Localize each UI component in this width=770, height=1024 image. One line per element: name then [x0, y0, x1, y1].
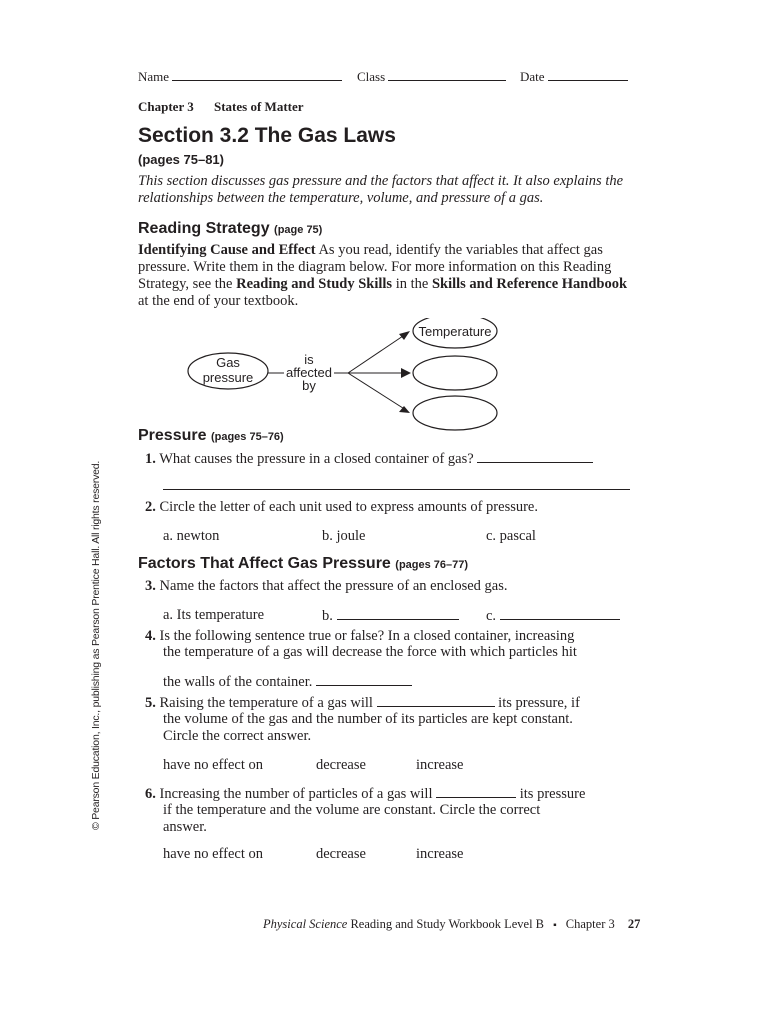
- q5-line-1b: its pressure, if: [498, 695, 580, 711]
- section-title: Section 3.2 The Gas Laws: [138, 124, 396, 147]
- q4-line-1: Is the following sentence true or false? In a closed container, increasing: [159, 628, 575, 644]
- strategy-text-1: As you read, identify the variables that affect gas pressure. Write them in the diagram below. For more information on this Reading Strategy, see the: [138, 242, 612, 292]
- pressure-title: Pressure: [138, 427, 207, 444]
- date-blank[interactable]: [548, 68, 628, 81]
- connector-label-1: is: [304, 352, 314, 367]
- class-blank[interactable]: [388, 68, 506, 81]
- q1-blank-1[interactable]: [477, 450, 593, 463]
- q6-option-no-effect[interactable]: have no effect on: [163, 846, 263, 862]
- footer-chapter: Chapter 3: [565, 917, 615, 931]
- connector-label-2: affected: [285, 365, 333, 380]
- question-6: [145, 785, 585, 803]
- q3-answer-c: [486, 607, 620, 625]
- q5-line-2: the volume of the gas and the number of its particles are kept constant.: [163, 711, 573, 727]
- q4-number: 4.: [145, 628, 156, 644]
- q3-c-label: c.: [486, 608, 497, 624]
- name-blank[interactable]: [172, 68, 342, 81]
- q3-c-blank[interactable]: [500, 607, 620, 620]
- factors-title: Factors That Affect Gas Pressure: [138, 555, 391, 572]
- q1-text: What causes the pressure in a closed container of gas?: [159, 451, 474, 467]
- q2-text: Circle the letter of each unit used to express amounts of pressure.: [159, 499, 538, 515]
- footer: [263, 917, 640, 932]
- strategy-text-3: at the end of your textbook.: [138, 293, 299, 309]
- effect-oval-blank-2[interactable]: [413, 396, 497, 430]
- connector-label-3: by: [302, 378, 316, 393]
- chapter-title: States of Matter: [214, 99, 304, 114]
- pressure-heading: [138, 427, 284, 445]
- question-1: [145, 450, 593, 468]
- q5-blank[interactable]: [377, 694, 495, 707]
- question-4: [145, 628, 574, 645]
- q4-blank[interactable]: [316, 673, 412, 686]
- q3-answer-a: a. Its temperature: [163, 607, 265, 623]
- q6-line-3: answer.: [163, 819, 207, 835]
- q2-option-a[interactable]: a. newton: [163, 528, 220, 544]
- q5-line-1a: Raising the temperature of a gas will: [159, 695, 373, 711]
- copyright-notice: © Pearson Education, Inc., publishing as Pearson Prentice Hall. All rights reserved.: [90, 460, 102, 830]
- q4-line-2: the temperature of a gas will decrease the force with which particles hit: [163, 644, 577, 660]
- q5-line-3: Circle the correct answer.: [163, 728, 312, 744]
- q6-number: 6.: [145, 786, 156, 802]
- q4-line-3-wrap: [163, 673, 412, 691]
- q5-option-decrease[interactable]: decrease: [316, 757, 366, 773]
- name-label: Name: [138, 69, 170, 84]
- date-label: Date: [520, 69, 545, 84]
- footer-bullet: ▪: [553, 920, 557, 931]
- question-5: [145, 694, 580, 712]
- gas-pressure-label-1: Gas: [216, 355, 240, 370]
- reading-strategy-paragraph: [138, 242, 638, 310]
- q3-b-label: b.: [322, 608, 333, 624]
- gas-pressure-label-2: pressure: [202, 370, 254, 385]
- q6-line-2: if the temperature and the volume are constant. Circle the correct: [163, 802, 541, 818]
- effect-oval-temperature-label: Temperature: [418, 324, 492, 339]
- strategy-bold-2: Skills and Reference Handbook: [431, 276, 628, 292]
- footer-page-number: 27: [627, 917, 641, 931]
- q2-number: 2.: [145, 499, 156, 515]
- chapter-label: Chapter 3: [138, 99, 194, 114]
- q6-option-decrease[interactable]: decrease: [316, 846, 366, 862]
- q3-number: 3.: [145, 578, 156, 594]
- pressure-pages: (pages 75–76): [210, 431, 284, 443]
- q3-answer-b: [322, 607, 459, 625]
- q5-number: 5.: [145, 695, 156, 711]
- strategy-bold-1: Reading and Study Skills: [236, 276, 393, 292]
- class-field[interactable]: [357, 68, 506, 85]
- factors-pages: (pages 76–77): [395, 559, 469, 571]
- strategy-lead: Identifying Cause and Effect: [138, 242, 316, 258]
- q2-option-c[interactable]: c. pascal: [486, 528, 536, 544]
- date-field[interactable]: [520, 68, 628, 85]
- strategy-text-2: in the: [392, 276, 432, 292]
- reading-strategy-heading: [138, 220, 322, 238]
- footer-book-title: Physical Science: [263, 917, 348, 931]
- q5-option-increase[interactable]: increase: [416, 757, 464, 773]
- q5-option-no-effect[interactable]: have no effect on: [163, 757, 263, 773]
- section-pages: (pages 75–81): [138, 152, 224, 167]
- q1-blank-2[interactable]: [163, 489, 630, 490]
- effect-oval-blank-1[interactable]: [413, 356, 497, 390]
- q2-option-b[interactable]: b. joule: [322, 528, 366, 544]
- question-2: [145, 499, 538, 516]
- q6-blank[interactable]: [436, 785, 516, 798]
- footer-book-rest: Reading and Study Workbook Level B: [347, 917, 544, 931]
- question-3: [145, 578, 508, 595]
- q4-line-3: the walls of the container.: [163, 674, 313, 690]
- q1-number: 1.: [145, 451, 156, 467]
- reading-strategy-title: Reading Strategy: [138, 220, 270, 237]
- section-intro: This section discusses gas pressure and the factors that affect it. It also explains the relationships between the temperature, volume, and pressure of a gas.: [138, 173, 624, 206]
- q6-option-increase[interactable]: increase: [416, 846, 464, 862]
- factors-heading: [138, 555, 468, 573]
- q3-b-blank[interactable]: [337, 607, 459, 620]
- q3-text: Name the factors that affect the pressure of an enclosed gas.: [159, 578, 508, 594]
- cause-effect-diagram: [180, 318, 520, 438]
- q6-line-1a: Increasing the number of particles of a gas will: [159, 786, 433, 802]
- reading-strategy-pages: (page 75): [274, 224, 323, 236]
- name-field[interactable]: [138, 68, 342, 85]
- q6-line-1b: its pressure: [519, 786, 586, 802]
- class-label: Class: [357, 69, 386, 84]
